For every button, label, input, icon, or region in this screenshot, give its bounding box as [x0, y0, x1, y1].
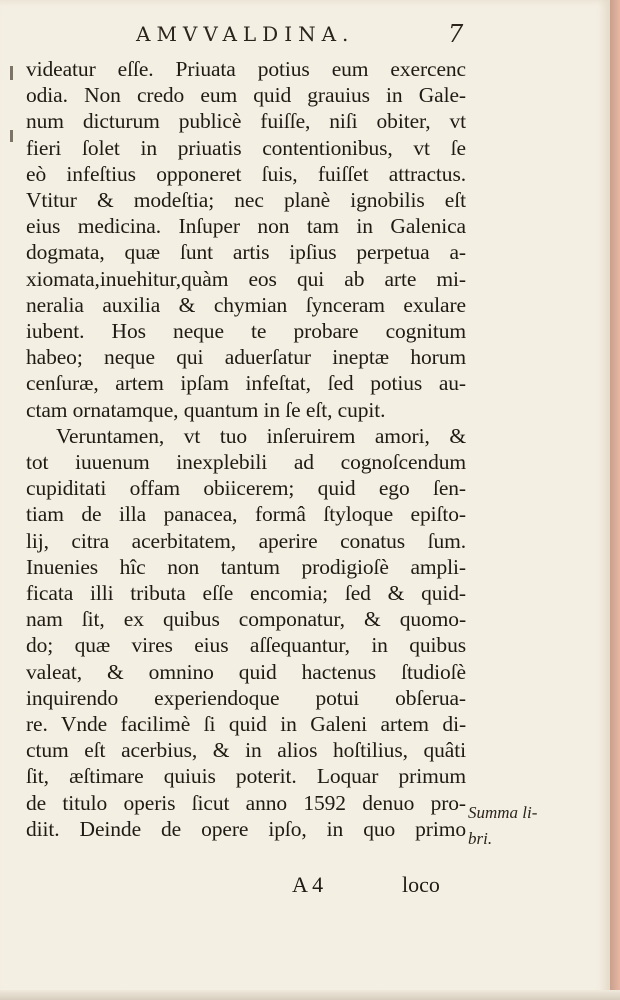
- text-line: lij, citra acerbitatem, aperire conatus ſum.: [26, 528, 466, 553]
- text-line: re. Vnde facilimè ſi quid in Galeni artem di-: [26, 712, 466, 737]
- text-line: ctum eſt acerbius, & in alios hoſtilius, quâti: [26, 738, 466, 763]
- marginal-note: [468, 800, 588, 852]
- main-text-block: [26, 56, 466, 842]
- signature-mark: A 4: [292, 872, 324, 897]
- text-line: odia. Non credo eum quid grauius in Gale-: [26, 83, 466, 108]
- text-line: diit. Deinde de opere ipſo, in quo primo: [26, 816, 466, 841]
- text-line: habeo; neque qui aduerſatur ineptæ horum: [26, 345, 466, 370]
- text-line: valeat, & omnino quid hactenus ſtudioſè: [26, 659, 466, 684]
- catchword: loco: [402, 872, 440, 897]
- text-line: cenſuræ, artem ipſam infeſtat, ſed potius au-: [26, 371, 466, 396]
- text-line: videatur eſſe. Priuata potius eum exercenc: [26, 57, 466, 81]
- text-line: do; quæ vires eius aſſequantur, in quibus: [26, 633, 466, 658]
- text-line: inquirendo experiendoque potui obſerua-: [26, 685, 466, 710]
- text-line: de titulo operis ſicut anno 1592 denuo pro-: [26, 790, 466, 815]
- text-line: Veruntamen, vt tuo inſeruirem amori, &: [56, 423, 466, 448]
- text-line: cupiditati offam obiicerem; quid ego ſen-: [26, 476, 466, 501]
- text-line: tiam de illa panacea, formâ ſtyloque epiſto-: [26, 502, 466, 527]
- text-line: tot iuuenum inexplebili ad cognoſcendum: [26, 450, 466, 475]
- page-number: 7: [448, 20, 464, 48]
- margin-rule-mark: [10, 130, 13, 142]
- marginal-note-line: bri.: [468, 829, 493, 848]
- running-head: AMVVALDINA.: [136, 22, 355, 46]
- text-line: fieri ſolet in priuatis contentionibus, vt ſe: [26, 135, 466, 160]
- text-line: iubent. Hos neque te probare cognitum: [26, 319, 466, 344]
- text-line: nam ſit, ex quibus componatur, & quomo-: [26, 607, 466, 632]
- text-line: ſit, æſtimare quiuis poterit. Loquar primum: [26, 764, 466, 789]
- text-line: eius medicina. Inſuper non tam in Galenica: [26, 214, 466, 239]
- text-line: Vtitur & modeſtia; nec planè ignobilis eſt: [26, 188, 466, 213]
- text-line: neralia auxilia & chymian ſynceram exulare: [26, 292, 466, 317]
- page-header: [0, 22, 600, 52]
- page-bottom-edge: [0, 990, 620, 1000]
- page-edge: [610, 0, 620, 1000]
- text-line: Inuenies hîc non tantum prodigioſè ampli-: [26, 554, 466, 579]
- text-line: num dicturum publicè fuiſſe, niſi obiter, vt: [26, 109, 466, 134]
- text-line: eò infeſtius opponeret ſuis, fuiſſet attractus.: [26, 161, 466, 186]
- margin-rule-mark: [10, 66, 13, 80]
- text-line: ctam ornatamque, quantum in ſe eſt, cupit.: [26, 397, 386, 422]
- marginal-note-line: Summa li-: [468, 803, 538, 822]
- text-line: ficata illi tributa eſſe encomia; ſed & quid-: [26, 581, 466, 606]
- text-line: dogmata, quæ ſunt artis ipſius perpetua a-: [26, 240, 466, 265]
- text-line: xiomata,inuehitur,quàm eos qui ab arte mi-: [26, 266, 466, 291]
